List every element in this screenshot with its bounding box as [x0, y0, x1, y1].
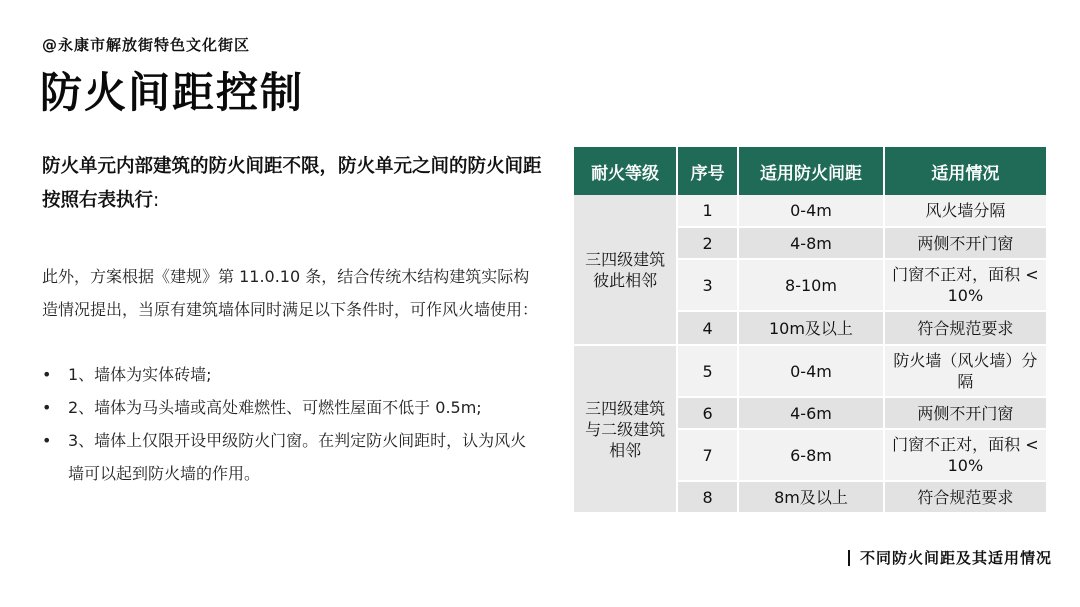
fire-distance-table — [574, 147, 1046, 514]
row-number: 3 — [677, 259, 738, 311]
row-condition: 符合规范要求 — [884, 481, 1046, 513]
table-caption — [848, 547, 1052, 568]
row-number: 5 — [677, 345, 738, 397]
row-distance: 6-8m — [738, 429, 884, 481]
lead-rest: : — [153, 190, 160, 211]
row-distance: 4-8m — [738, 227, 884, 259]
list-item — [42, 391, 542, 424]
row-condition: 门窗不正对，面积 < 10% — [884, 429, 1046, 481]
caption-text: 不同防火间距及其适用情况 — [859, 549, 1052, 567]
row-distance: 0-4m — [738, 195, 884, 227]
row-distance: 4-6m — [738, 397, 884, 429]
header-fire-rating: 耐火等级 — [574, 147, 677, 195]
page-title: 防火间距控制 — [40, 68, 305, 117]
bullet-icon: • — [42, 431, 52, 450]
bullet-icon: • — [42, 398, 52, 417]
row-distance: 0-4m — [738, 345, 884, 397]
row-number: 6 — [677, 397, 738, 429]
caption-bar-icon — [848, 550, 850, 566]
table-header-row — [574, 147, 1046, 195]
row-distance: 8-10m — [738, 259, 884, 311]
row-condition: 两侧不开门窗 — [884, 397, 1046, 429]
table-row — [574, 345, 1046, 397]
list-item — [42, 358, 542, 391]
list-item — [42, 424, 542, 490]
group-label: 三四级建筑与二级建筑相邻 — [574, 345, 677, 513]
list-item-text: 3、墙体上仅限开设甲级防火门窗。在判定防火间距时，认为风火墙可以起到防火墙的作用。 — [68, 431, 527, 483]
row-number: 1 — [677, 195, 738, 227]
row-condition: 门窗不正对，面积 < 10% — [884, 259, 1046, 311]
header-distance: 适用防火间距 — [738, 147, 884, 195]
bullet-icon: • — [42, 365, 52, 384]
row-distance: 8m及以上 — [738, 481, 884, 513]
lead-text — [42, 150, 542, 218]
header-number: 序号 — [677, 147, 738, 195]
row-number: 8 — [677, 481, 738, 513]
row-number: 4 — [677, 311, 738, 345]
list-item-text: 1、墙体为实体砖墙; — [68, 365, 212, 384]
table-row — [574, 195, 1046, 227]
row-condition: 符合规范要求 — [884, 311, 1046, 345]
project-tag: @永康市解放街特色文化街区 — [42, 36, 251, 54]
row-distance: 10m及以上 — [738, 311, 884, 345]
group-label: 三四级建筑彼此相邻 — [574, 195, 677, 345]
condition-list — [42, 358, 542, 490]
row-condition: 两侧不开门窗 — [884, 227, 1046, 259]
body-paragraph: 此外，方案根据《建规》第 11.0.10 条，结合传统木结构建筑实际构造情况提出，当原有建筑墙体同时满足以下条件时，可作风火墙使用： — [42, 267, 539, 319]
lead-bold: 防火单元内部建筑的防火间距不限，防火单元之间的防火间距按照右表执行 — [42, 156, 542, 211]
row-condition: 防火墙（风火墙）分隔 — [884, 345, 1046, 397]
row-number: 7 — [677, 429, 738, 481]
row-condition: 风火墙分隔 — [884, 195, 1046, 227]
row-number: 2 — [677, 227, 738, 259]
list-item-text: 2、墙体为马头墙或高处难燃性、可燃性屋面不低于 0.5m; — [68, 398, 482, 417]
header-condition: 适用情况 — [884, 147, 1046, 195]
